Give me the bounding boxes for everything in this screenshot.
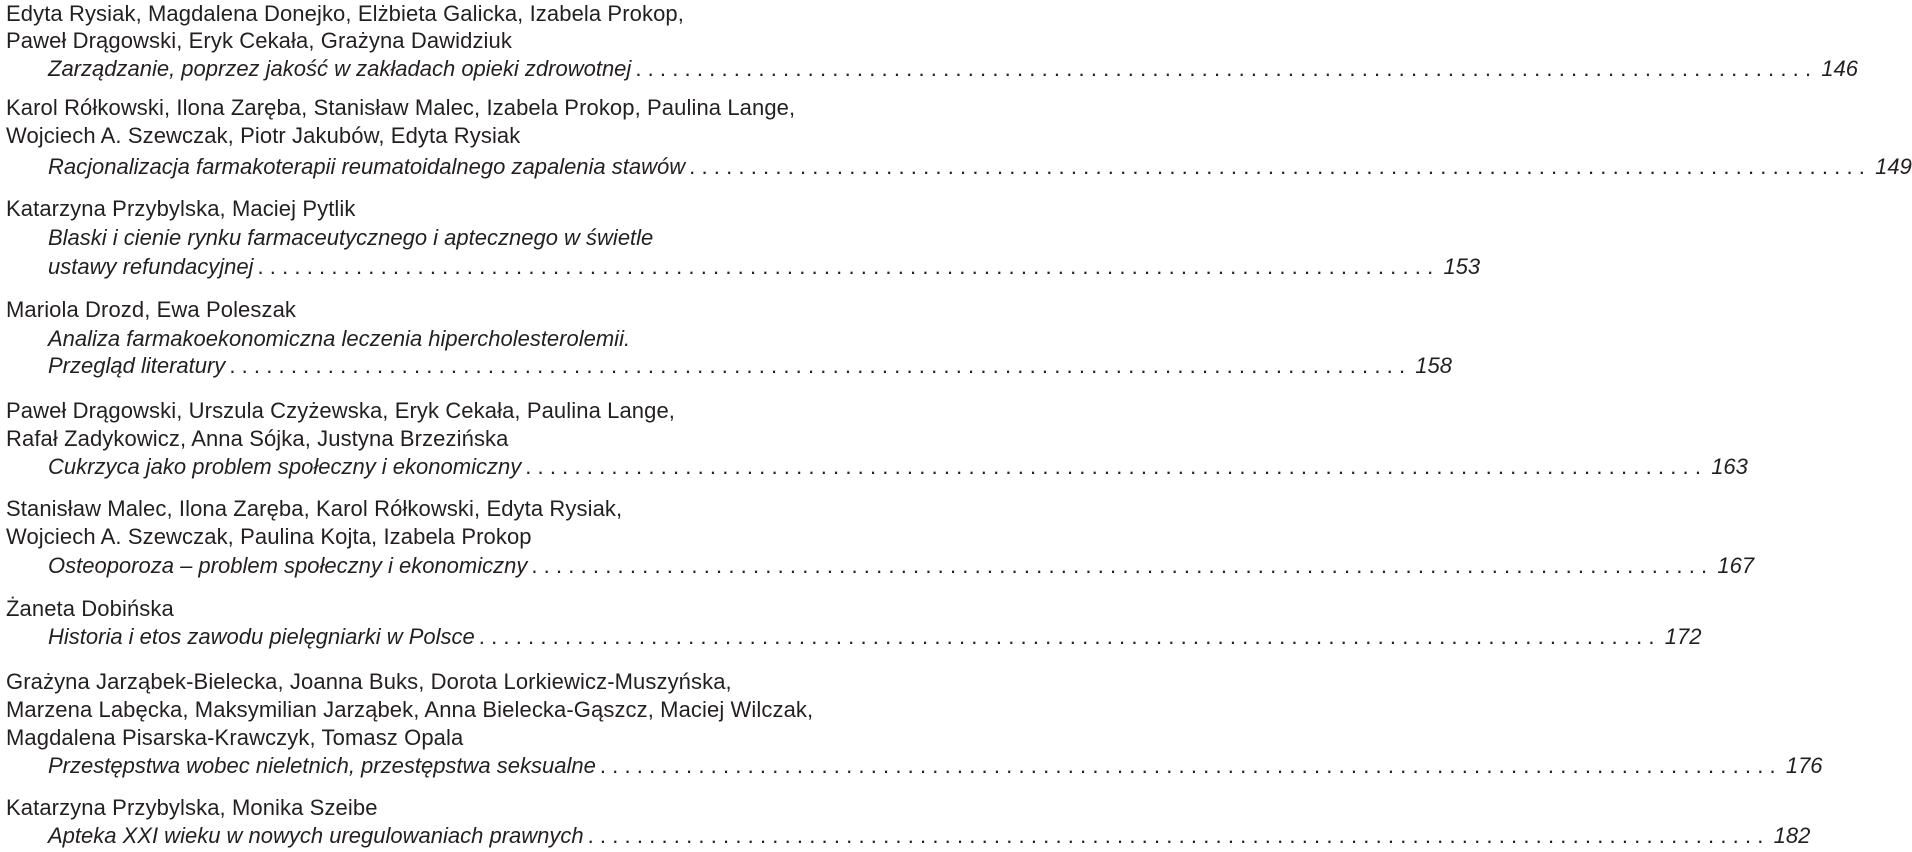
page-number: 146 [1821,56,1859,81]
entry-authors: Wojciech A. Szewczak, Paulina Kojta, Izabela Prokop [6,524,532,549]
entry-authors: Grażyna Jarząbek-Bielecka, Joanna Buks, Dorota Lorkiewicz-Muszyńska, [6,669,732,694]
entry-authors: Stanisław Malec, Ilona Zaręba, Karol Rółkowski, Edyta Rysiak, [6,496,623,521]
dot-leader: ................................................................................................ [599,753,1782,778]
entry-title-row[interactable] [48,454,1748,480]
page-number: 153 [1443,254,1481,279]
entry-authors: Paweł Drągowski, Urszula Czyżewska, Eryk Cekała, Paulina Lange, [6,398,676,423]
entry-authors: Marzena Labęcka, Maksymilian Jarząbek, Anna Bielecka-Gąszcz, Maciej Wilczak, [6,697,814,722]
entry-title: Apteka XXI wieku w nowych uregulowaniach prawnych [48,823,584,848]
entry-title-row[interactable] [48,353,1453,379]
entry-authors: Edyta Rysiak, Magdalena Donejko, Elżbieta Galicka, Izabela Prokop, [6,1,684,26]
entry-title: Historia i etos zawodu pielęgniarki w Polsce [48,624,475,649]
page-number: 163 [1711,454,1748,479]
entry-authors: Mariola Drozd, Ewa Poleszak [6,297,297,322]
entry-title-row[interactable] [48,553,1755,579]
entry-authors: Wojciech A. Szewczak, Piotr Jakubów, Edyta Rysiak [6,123,521,148]
page-number: 172 [1664,624,1702,649]
entry-title-row[interactable] [48,624,1702,650]
dot-leader: ................................................................................................ [229,353,1412,378]
entry-title-row[interactable] [48,254,1481,280]
entry-title: Zarządzanie, poprzez jakość w zakładach opieki zdrowotnej [48,56,632,81]
entry-authors: Katarzyna Przybylska, Maciej Pytlik [6,196,356,221]
entry-title-row[interactable] [48,56,1859,82]
entry-title: Przestępstwa wobec nieletnich, przestępstwa seksualne [48,753,596,778]
page-number: 167 [1717,553,1755,578]
dot-leader: ................................................................................................ [257,254,1440,279]
dot-leader: ................................................................................................ [587,823,1770,848]
dot-leader: ................................................................................................ [531,553,1714,578]
page-number: 158 [1415,353,1453,378]
dot-leader: ................................................................................................ [635,56,1818,81]
entry-title-row[interactable] [48,154,1912,180]
entry-title: Racjonalizacja farmakoterapii reumatoidalnego zapalenia stawów [48,154,686,179]
entry-authors: Katarzyna Przybylska, Monika Szeibe [6,795,378,820]
entry-title: Osteoporoza – problem społeczny i ekonomiczny [48,553,528,578]
entry-authors: Paweł Drągowski, Eryk Cekała, Grażyna Dawidziuk [6,28,512,53]
entry-authors: Żaneta Dobińska [6,596,174,621]
entry-authors: Rafał Zadykowicz, Anna Sójka, Justyna Brzezińska [6,426,509,451]
entry-title: ustawy refundacyjnej [48,254,254,279]
entry-title: Przegląd literatury [48,353,226,378]
dot-leader: ................................................................................................ [478,624,1661,649]
page-number: 149 [1875,154,1912,179]
page-number: 182 [1773,823,1811,848]
dot-leader: ................................................................................................ [689,154,1872,179]
page-number: 176 [1785,753,1823,778]
entry-title: Blaski i cienie rynku farmaceutycznego i aptecznego w świetle [48,225,654,250]
entry-title-row[interactable] [48,753,1823,779]
entry-authors: Karol Rółkowski, Ilona Zaręba, Stanisław Malec, Izabela Prokop, Paulina Lange, [6,95,796,120]
entry-title: Cukrzyca jako problem społeczny i ekonomiczny [48,454,522,479]
entry-title: Analiza farmakoekonomiczna leczenia hipercholesterolemii. [48,326,631,351]
entry-authors: Magdalena Pisarska-Krawczyk, Tomasz Opala [6,725,464,750]
dot-leader: ................................................................................................ [525,454,1708,479]
entry-title-row[interactable] [48,823,1811,849]
